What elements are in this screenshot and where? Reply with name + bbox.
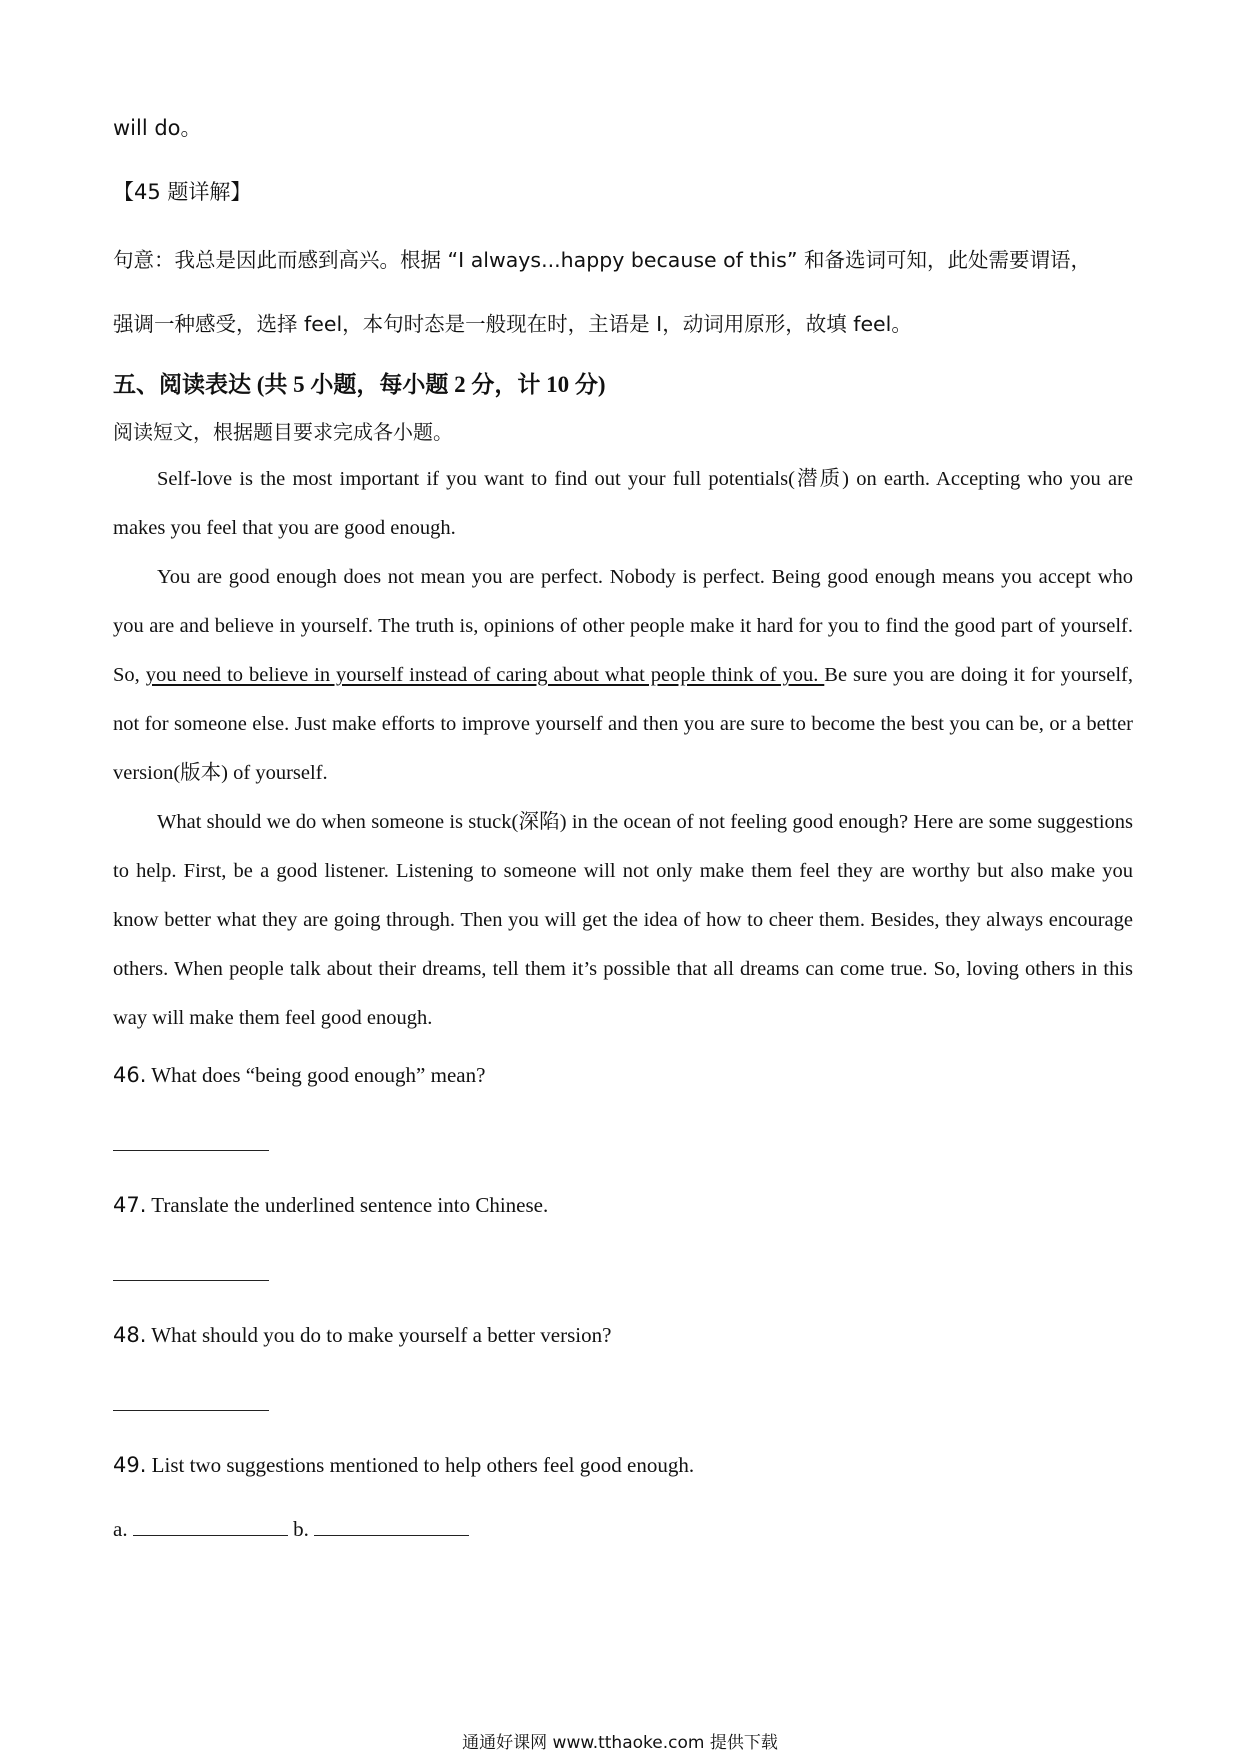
question-48-number: 48. xyxy=(113,1323,147,1347)
answer-line-48[interactable] xyxy=(113,1410,269,1411)
question-49-text: List two suggestions mentioned to help others feel good enough. xyxy=(146,1453,695,1477)
answer-a-blank[interactable] xyxy=(133,1534,288,1536)
question-49-answers xyxy=(113,1517,1133,1542)
underlined-sentence: you need to believe in yourself instead of caring about what people think of you. xyxy=(145,664,825,686)
section-instruction: 阅读短文，根据题目要求完成各小题。 xyxy=(113,422,453,444)
question-49-number: 49. xyxy=(113,1453,147,1477)
question-46-number: 46. xyxy=(113,1063,147,1087)
explanation-line-2: 强调一种感受，选择 feel，本句时态是一般现在时，主语是 I，动词用原形，故填 feel。 xyxy=(113,312,912,336)
question-46-text: What does “being good enough” mean? xyxy=(146,1063,486,1087)
question-46 xyxy=(113,1063,1133,1088)
question-48 xyxy=(113,1323,1133,1348)
page-footer: 通通好课网 www.tthaoke.com 提供下载 xyxy=(462,1733,778,1753)
passage-paragraph-2 xyxy=(113,553,1133,798)
question-47 xyxy=(113,1193,1133,1218)
answer-b-blank[interactable] xyxy=(314,1534,469,1536)
passage-paragraph-3: What should we do when someone is stuck(深陷) in the ocean of not feeling good enough? Here are some suggestions to help. First, be a good listener. Listening to someone will not only make them feel they are worthy but also make you know better what they are going through. Then you will get the idea of how to cheer them. Besides, they always encourage others. When people talk about their dreams, tell them it’s possible that all dreams can come true. So, loving others in this way will make them feel good enough. xyxy=(113,811,1133,1029)
section-title: 五、阅读表达 (共 5 小题，每小题 2 分，计 10 分) xyxy=(113,372,606,397)
p2-text-before: You are good enough does not mean you are perfect. Nobody is perfect. Being good enough means you accept who you are and believe in yourself. The truth is, opinions of other people make it hard for you to find the good part of yourself. So, xyxy=(113,566,1133,686)
answer-line-46[interactable] xyxy=(113,1150,269,1151)
answer-a-label: a. xyxy=(113,1517,128,1541)
explanation-line-1: 句意：我总是因此而感到高兴。根据 “I always...happy because of this” 和备选词可知，此处需要谓语， xyxy=(113,248,1091,272)
p2-text-after: Be sure you are doing it for yourself, not for someone else. Just make efforts to improve yourself and then you are sure to become the best you can be, or a better version(版本) of yourself. xyxy=(113,664,1133,784)
question-48-text: What should you do to make yourself a better version? xyxy=(146,1323,612,1347)
question-47-text: Translate the underlined sentence into Chinese. xyxy=(146,1193,549,1217)
answer-b-label: b. xyxy=(293,1517,309,1541)
explanation-header: 【45 题详解】 xyxy=(113,180,252,204)
continuation-text: will do。 xyxy=(113,116,202,140)
passage-paragraph-1: Self-love is the most important if you want to find out your full potentials(潜质) on earth. Accepting who you are makes you feel that you are good enough. xyxy=(113,468,1133,539)
question-47-number: 47. xyxy=(113,1193,147,1217)
answer-line-47[interactable] xyxy=(113,1280,269,1281)
question-49 xyxy=(113,1453,1133,1478)
